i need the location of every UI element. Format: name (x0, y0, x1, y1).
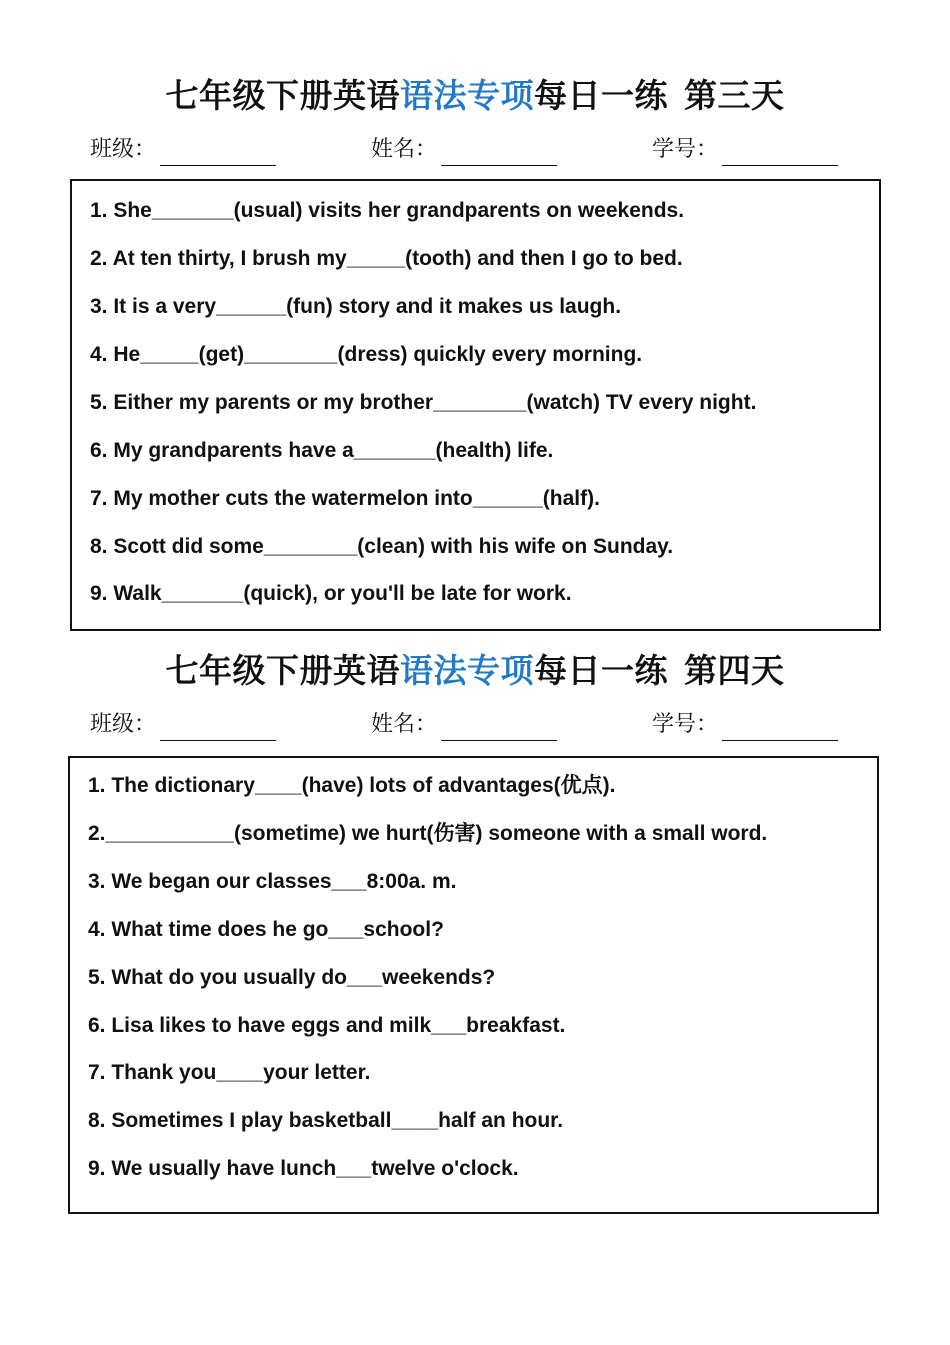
number-label: 学号： (652, 137, 719, 162)
question-item: 6. Lisa likes to have eggs and milk___breakfast. (88, 1014, 566, 1037)
day3-name-field (371, 134, 557, 166)
question-item: 8. Sometimes I play basketball____half an hour. (88, 1109, 564, 1132)
question-item: 1. She_______(usual) visits her grandparents on weekends. (90, 199, 685, 222)
class-label: 班级： (90, 137, 157, 162)
day3-class-field (90, 134, 276, 166)
question-item: 3. We began our classes___8:00a. m. (88, 870, 457, 893)
class-blank[interactable] (160, 141, 276, 166)
day3-number-field (652, 134, 838, 166)
day4-title-prefix: 七年级下册英语 (165, 651, 400, 690)
day3-title-highlight: 语法专项 (400, 76, 534, 115)
question-item: 1. The dictionary____(have) lots of advantages(优点). (88, 774, 616, 797)
day4-title (0, 651, 950, 691)
day4-title-suffix: 每日一练 (534, 651, 668, 690)
question-item: 5. What do you usually do___weekends? (88, 966, 496, 989)
day4-class-field (90, 709, 276, 741)
class-blank[interactable] (160, 716, 276, 741)
day4-exercise-box (68, 756, 879, 1214)
name-blank[interactable] (441, 716, 557, 741)
name-label: 姓名： (371, 137, 438, 162)
question-item: 6. My grandparents have a_______(health) life. (90, 439, 554, 462)
name-blank[interactable] (441, 141, 557, 166)
class-label: 班级： (90, 712, 157, 737)
day4-info-row (0, 709, 950, 741)
day4-name-field (371, 709, 557, 741)
question-item: 2. At ten thirty, I brush my_____(tooth) and then I go to bed. (90, 247, 683, 270)
number-label: 学号： (652, 712, 719, 737)
question-item: 7. My mother cuts the watermelon into______(half). (90, 487, 600, 510)
day3-title-suffix: 每日一练 (534, 76, 668, 115)
question-item: 3. It is a very______(fun) story and it makes us laugh. (90, 295, 622, 318)
day3-title-prefix: 七年级下册英语 (165, 76, 400, 115)
question-item: 9. Walk_______(quick), or you'll be late for work. (90, 582, 572, 605)
question-item: 4. He_____(get)________(dress) quickly every morning. (90, 343, 643, 366)
question-item: 4. What time does he go___school? (88, 918, 444, 941)
day3-exercise-box (70, 179, 881, 631)
day4-title-highlight: 语法专项 (400, 651, 534, 690)
number-blank[interactable] (722, 716, 838, 741)
question-item: 5. Either my parents or my brother________(watch) TV every night. (90, 391, 757, 414)
day3-title-day: 第三天 (684, 76, 785, 115)
day4-number-field (652, 709, 838, 741)
number-blank[interactable] (722, 141, 838, 166)
question-item: 8. Scott did some________(clean) with his wife on Sunday. (90, 535, 674, 558)
day3-title (0, 76, 950, 116)
question-item: 2.___________(sometime) we hurt(伤害) someone with a small word. (88, 822, 768, 845)
name-label: 姓名： (371, 712, 438, 737)
question-item: 9. We usually have lunch___twelve o'clock. (88, 1157, 519, 1180)
question-item: 7. Thank you____your letter. (88, 1061, 371, 1084)
day4-title-day: 第四天 (684, 651, 785, 690)
day3-info-row (0, 134, 950, 166)
